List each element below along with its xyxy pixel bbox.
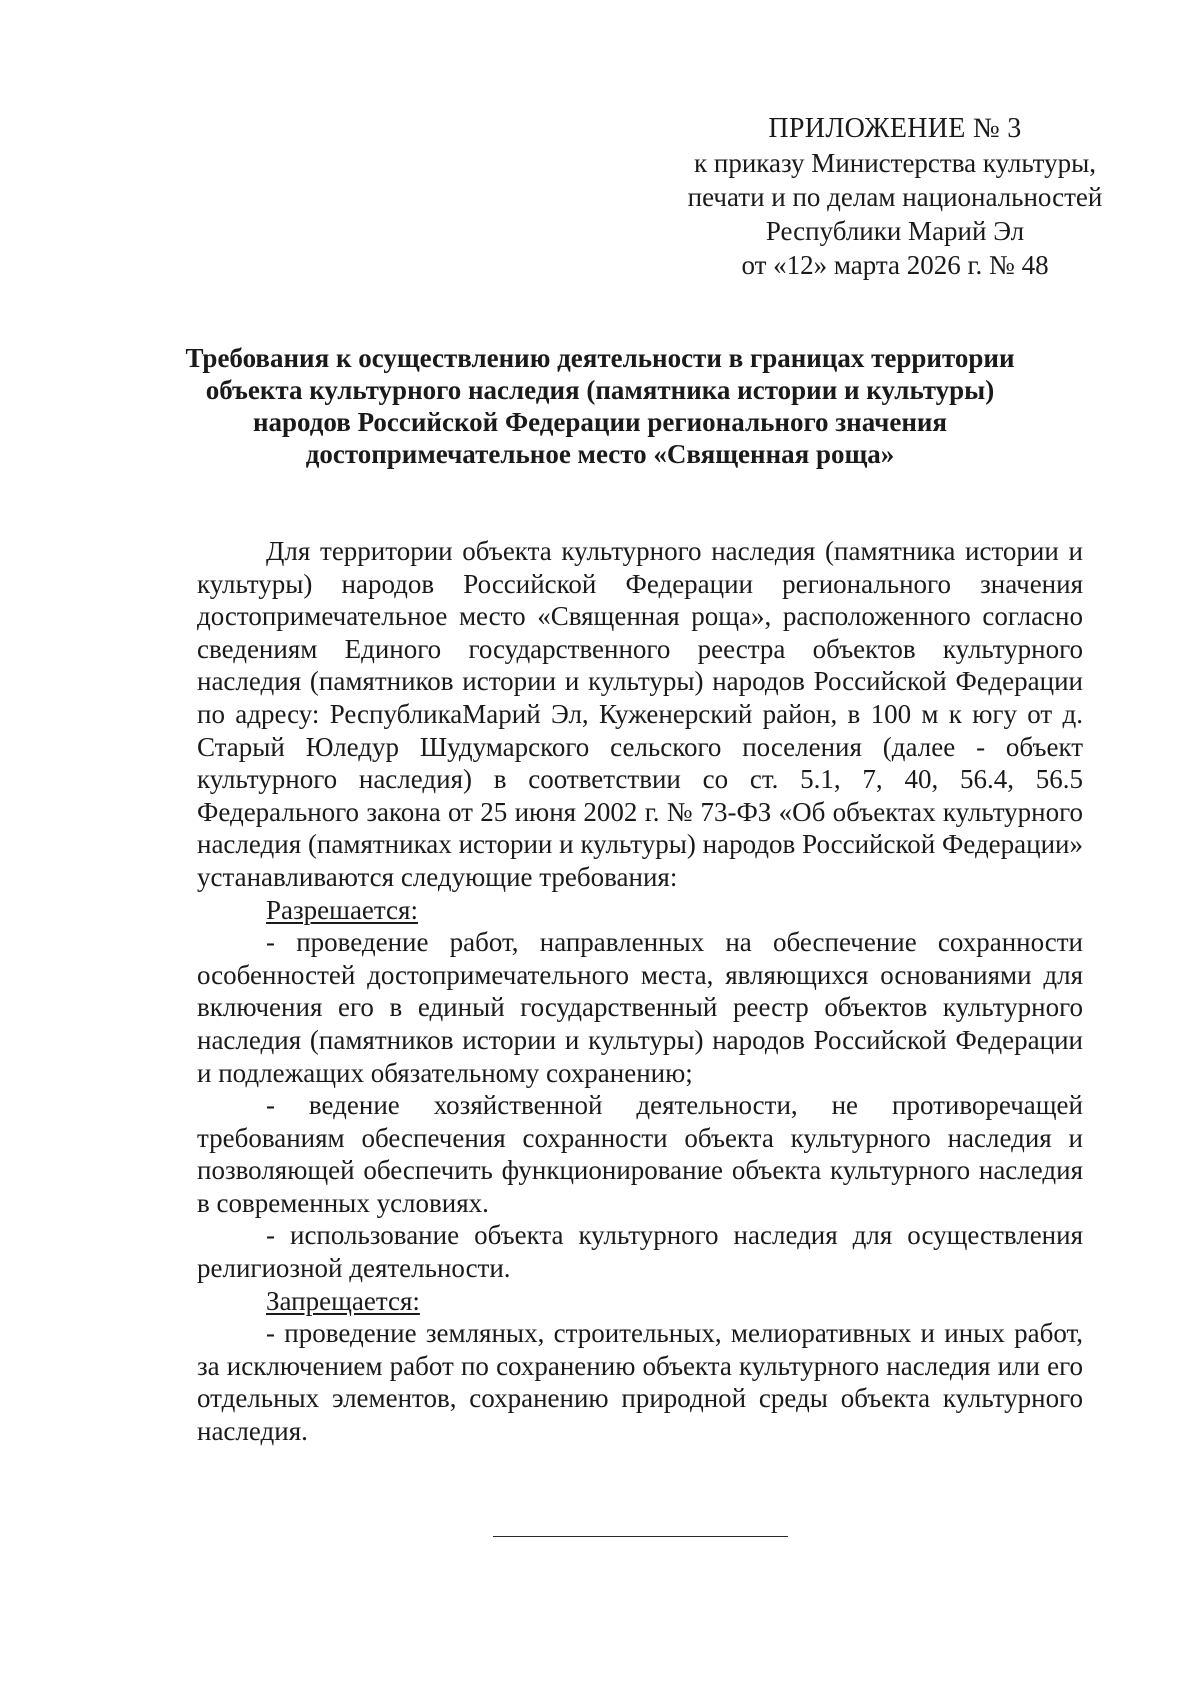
intro-paragraph: Для территории объекта культурного наследия (памятника истории и культуры) народов Российской Федерации регионального значения достопримечательное место «Священная роща», расположенного согласно сведениям Единого государственного реестра объектов культурного наследия (памятников истории и культуры) народов Российской Федерации по адресу: РеспубликаМарий Эл, Куженерский район, в 100 м к югу от д. Старый Юледур Шудумарского сельского поселения (далее - объект культурного наследия) в соответствии со ст. 5.1, 7, 40, 56.4, 56.5 Федерального закона от 25 июня 2002 г. № 73-ФЗ «Об объектах культурного наследия (памятниках истории и культуры) народов Российской Федерации» устанавливаются следующие требования: [197,536,1083,892]
heading-line: объекта культурного наследия (памятника истории и культуры) [205,375,995,405]
appendix-ministry-line: печати и по делам национальностей [687,182,1103,212]
forbidden-item: - проведение земляных, строительных, мелиоративных и иных работ, за исключением работ по сохранению объекта культурного наследия или его отдельных элементов, сохранению природной среды объекта культурного наследия. [197,1318,1083,1447]
heading-line: Требования к осуществлению деятельности в границах территории [185,343,1015,373]
allowed-item: - использование объекта культурного наследия для осуществления религиозной деятельности. [197,1220,1083,1284]
allowed-item: - ведение хозяйственной деятельности, не противоречащей требованиям обеспечения сохранности объекта культурного наследия и позволяющей обеспечить функционирование объекта культурного наследия в современных условиях. [197,1090,1083,1218]
appendix-date-line: от «12» марта 2026 г. № 48 [741,250,1049,280]
appendix-order-line: к приказу Министерства культуры, [694,148,1096,178]
allowed-label-text: Разрешается: [266,894,418,925]
forbidden-label-text: Запрещается: [266,1285,420,1316]
end-separator-line [493,1536,788,1537]
appendix-republic-line: Республики Марий Эл [765,216,1025,246]
forbidden-section-label [197,1285,1083,1318]
allowed-item: - проведение работ, направленных на обеспечение сохранности особенностей достопримечательного места, являющихся основаниями для включения его в единый государственный реестр объектов культурного наследия (памятников истории и культуры) народов Российской Федерации и подлежащих обязательному сохранению; [197,927,1083,1088]
allowed-section-label [197,894,1083,927]
heading-line: достопримечательное место «Священная роща» [305,439,895,469]
appendix-title: ПРИЛОЖЕНИЕ № 3 [768,113,1022,144]
document-body [197,535,1083,1448]
appendix-header [660,112,1130,282]
document-heading [130,342,1070,470]
heading-line: народов Российской Федерации регионального значения [252,407,948,437]
